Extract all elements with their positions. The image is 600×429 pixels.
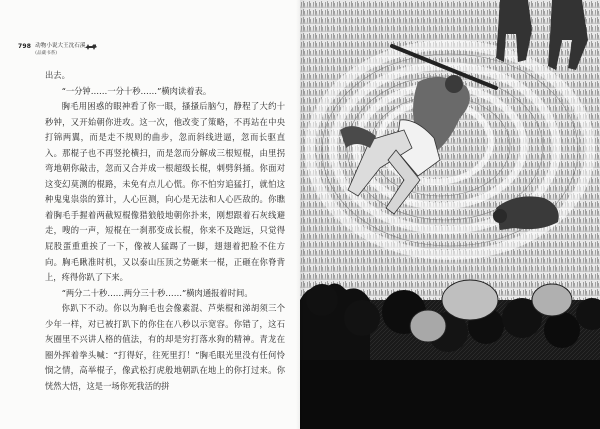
illustration-page [300,0,600,429]
paragraph: 出去。 [45,70,70,80]
paragraph: “两分二十秒……两分三十秒……”横肉通报着时间。 [61,287,253,298]
series-title-sub: (品藏书系) [35,51,58,56]
wolf-icon [84,42,98,51]
crowd-fight-illustration [300,0,600,429]
series-title-main: 动物小说大王沈石溪 [35,43,86,49]
paragraph: 你趴下不动。你以为胸毛也会像素混、芦柴棍和涕胡须三个少年一样，对已被打趴下的你住在八秒以示宽容。你错了，这石灰圈里不兴讲人格的值法，有的却是穷打落水狗的精神。青龙在圈外挥着拳头喊：“打得好，往死里打！”胸毛眼光里没有任何怜悯之情，高举棍子，像武松打虎般地朝趴在地上的你打过来。你恍然大悟，这是一场你死我活的拼 [45,303,285,391]
body-text [45,68,285,394]
page-number: 798 [18,43,32,50]
running-head [18,43,85,57]
series-title [35,43,85,57]
paragraph: 胸毛用困惑的眼神看了你一眼，搔搔后脑勺，静程了大约十秒钟，又开始朝你进攻。这一次，他改变了策略，不再站在中央打锦两翼，而是走不规则的曲步，忽而斜线进逼，忽而长驱直入。那棍子也不再竖抡横扫，而是忽而分解成三根短棍，由里拐弯地朝你敲击，忽而又合并成一根超级长棍，刺劈斜捅。你面对这变幻莫测的棍路，未免有点儿心慌。你不怕穷追猛打，就怕这种鬼鬼祟祟的算计，人心叵测，向心是无法和人心匹敌的。你瞧着胸毛手握着两截短棍像猎狼般地朝你扑来，刚想跟着石灰线避走，嗖的一声，短棍在一刹那变成长棍，你来不及跑远，只觉得屁股蛋重重挨了一下，像被人猛踢了一脚，翅翅着把脸不住方向。胸毛瞅准时机，又以泰山压顶之势砸来一棍，正砸在你脊背上，疼得你趴了下来。 [45,101,285,283]
crowd-silhouettes [300,280,600,429]
paragraph: “一分钟……一分十秒……”横肉读着表。 [61,85,212,96]
